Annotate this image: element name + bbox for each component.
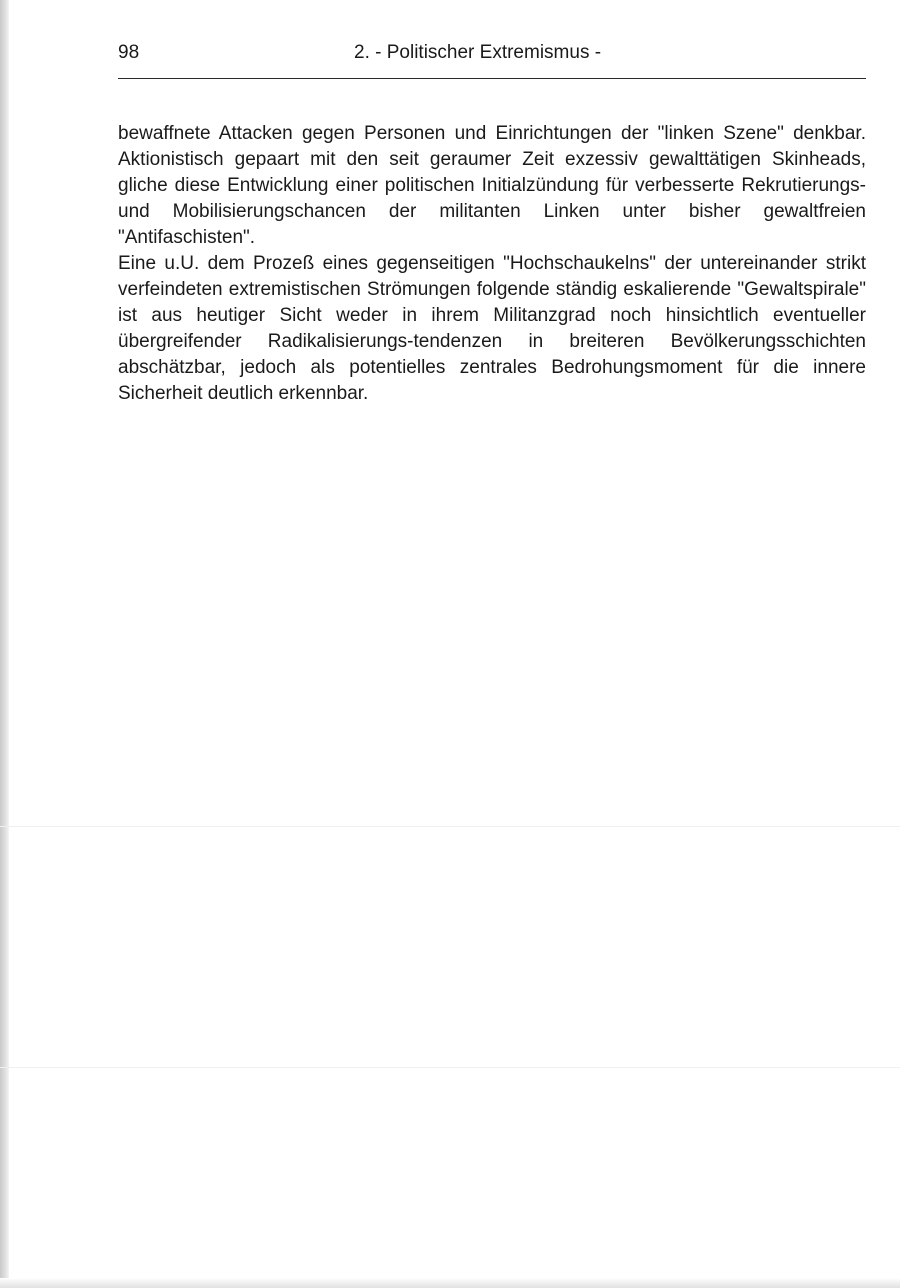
- paragraph: Eine u.U. dem Prozeß eines gegenseitigen "Hochschaukelns" der untereinander strikt verfeindeten extremistischen Strömungen folgende ständig eskalierende "Gewaltspirale" ist aus heutiger Sicht weder in ihrem Militanzgrad noch hinsichtlich eventueller übergreifender Radikalisierungs-tendenzen in breiteren Bevölkerungsschichten abschätzbar, jedoch als potentielles zentrales Bedrohungsmoment für die innere Sicherheit deutlich erkennbar.: [118, 253, 866, 404]
- scan-left-edge: [0, 0, 9, 1288]
- body-text: [118, 121, 866, 407]
- scan-artifact-line: [0, 1067, 900, 1068]
- header-rule: [118, 78, 866, 79]
- scan-bottom-edge: [0, 1278, 900, 1288]
- page-number: 98: [118, 42, 140, 63]
- scan-artifact-line: [0, 826, 900, 827]
- running-title: 2. - Politischer Extremismus -: [354, 42, 602, 63]
- page-header: [118, 40, 866, 74]
- paragraph: bewaffnete Attacken gegen Personen und Einrichtungen der "linken Szene" denkbar. Aktionistisch gepaart mit den seit geraumer Zeit exzessiv gewalttätigen Skinheads, gliche diese Entwicklung einer politischen Initialzündung für verbesserte Rekrutierungs- und Mobilisierungschancen der militanten Linken unter bisher gewaltfreien "Antifaschisten".: [118, 123, 866, 248]
